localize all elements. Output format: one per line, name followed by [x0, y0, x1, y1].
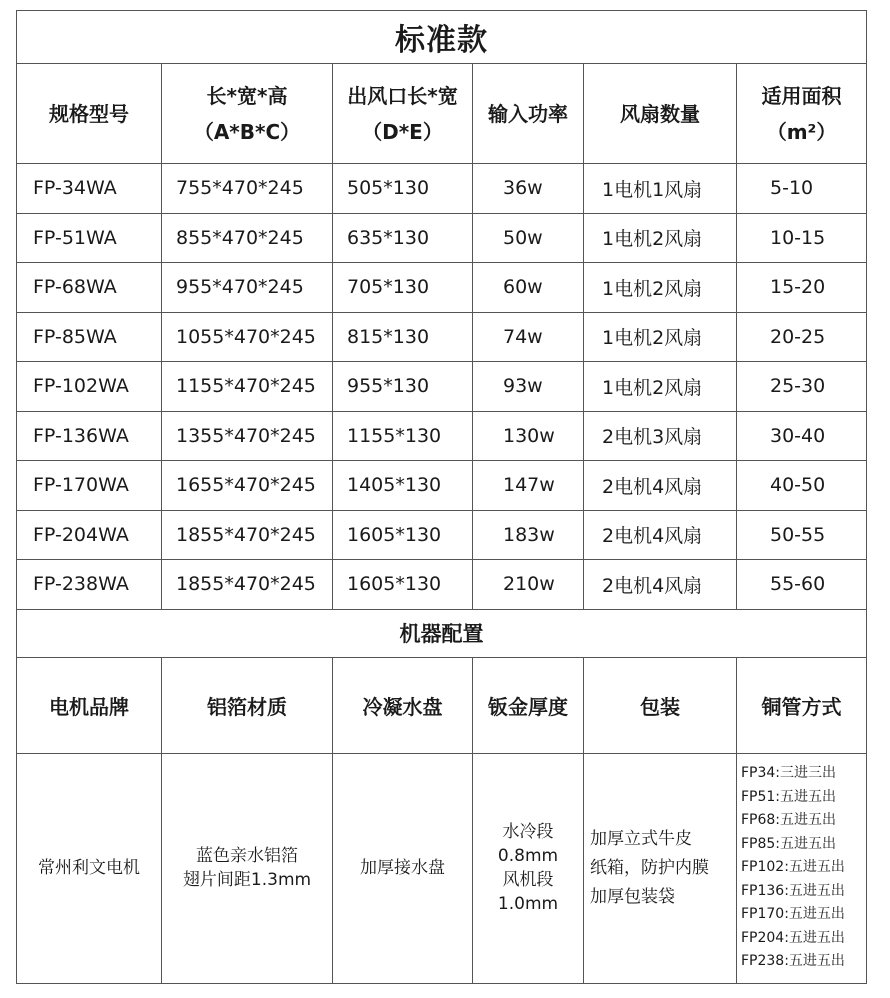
copper-tube-cell-line: FP68:五进五出 [741, 812, 837, 829]
area-cell: 30-40 [737, 411, 867, 461]
table-row [17, 263, 867, 313]
area-cell: 10-15 [737, 213, 867, 263]
table-row [17, 461, 867, 511]
sheet-thickness-cell-line: 风机段 [502, 870, 554, 890]
header-area [737, 64, 867, 164]
power-cell: 130w [473, 411, 584, 461]
packaging-cell-line: 加厚立式牛皮 [590, 828, 692, 849]
header-outlet-line: （D*E） [362, 119, 443, 144]
packaging-cell-line: 加厚包装袋 [590, 886, 675, 907]
header-outlet-line: 出风口长*宽 [347, 83, 458, 108]
copper-tube-cell-line: FP51:五进五出 [741, 788, 837, 805]
outlet-cell: 1405*130 [333, 461, 473, 511]
motor-brand-cell [17, 753, 162, 983]
header-packaging: 包装 [584, 657, 737, 753]
dimensions-cell: 1855*470*245 [162, 560, 333, 610]
config-title: 机器配置 [17, 609, 867, 657]
dimensions-cell: 755*470*245 [162, 164, 333, 214]
outlet-cell: 1605*130 [333, 560, 473, 610]
header-fans-line: 风扇数量 [620, 101, 700, 126]
dimensions-cell: 1355*470*245 [162, 411, 333, 461]
copper-tube-cell-line: FP136:五进五出 [741, 882, 845, 899]
power-cell: 74w [473, 312, 584, 362]
header-dimensions-line: （A*B*C） [193, 119, 301, 144]
model-cell: FP-136WA [17, 411, 162, 461]
packaging-cell-line: 纸箱，防护内膜 [590, 857, 709, 878]
table-title: 标准款 [17, 11, 867, 64]
sheet-thickness-cell-line: 0.8mm [497, 846, 559, 866]
table-row [17, 411, 867, 461]
copper-tube-cell-line: FP102:五进五出 [741, 859, 845, 876]
model-cell: FP-170WA [17, 461, 162, 511]
header-motor-brand: 电机品牌 [17, 657, 162, 753]
power-cell: 147w [473, 461, 584, 511]
fans-cell: 2电机4风扇 [584, 560, 737, 610]
area-cell: 15-20 [737, 263, 867, 313]
area-cell: 25-30 [737, 362, 867, 412]
fans-cell: 1电机2风扇 [584, 263, 737, 313]
condensate-tray-cell-line: 加厚接水盘 [360, 858, 445, 878]
condensate-tray-cell [333, 753, 473, 983]
model-cell: FP-85WA [17, 312, 162, 362]
power-cell: 183w [473, 510, 584, 560]
foil-material-cell-line: 蓝色亲水铝箔 [196, 846, 298, 866]
header-model [17, 64, 162, 164]
outlet-cell: 705*130 [333, 263, 473, 313]
header-model-line: 规格型号 [49, 101, 129, 126]
sheet-thickness-cell [473, 753, 584, 983]
area-cell: 5-10 [737, 164, 867, 214]
header-power [473, 64, 584, 164]
header-dimensions [162, 64, 333, 164]
area-cell: 20-25 [737, 312, 867, 362]
foil-material-cell [162, 753, 333, 983]
foil-material-cell-line: 翅片间距1.3mm [182, 870, 312, 890]
dimensions-cell: 855*470*245 [162, 213, 333, 263]
area-cell: 40-50 [737, 461, 867, 511]
outlet-cell: 635*130 [333, 213, 473, 263]
dimensions-cell: 1155*470*245 [162, 362, 333, 412]
outlet-cell: 505*130 [333, 164, 473, 214]
copper-tube-cell [737, 753, 867, 983]
outlet-cell: 815*130 [333, 312, 473, 362]
power-cell: 50w [473, 213, 584, 263]
fans-cell: 1电机2风扇 [584, 213, 737, 263]
fans-cell: 1电机2风扇 [584, 312, 737, 362]
table-row [17, 164, 867, 214]
fans-cell: 2电机4风扇 [584, 510, 737, 560]
area-cell: 55-60 [737, 560, 867, 610]
sheet-thickness-cell-line: 水冷段 [502, 822, 554, 842]
fans-cell: 1电机1风扇 [584, 164, 737, 214]
outlet-cell: 955*130 [333, 362, 473, 412]
spec-table-body [17, 11, 867, 984]
power-cell: 93w [473, 362, 584, 412]
motor-brand-cell-line: 常州利文电机 [38, 858, 140, 878]
header-condensate-tray: 冷凝水盘 [333, 657, 473, 753]
table-row [17, 312, 867, 362]
header-row [17, 64, 867, 164]
power-cell: 36w [473, 164, 584, 214]
header-area-line: 适用面积 [761, 83, 842, 108]
area-cell: 50-55 [737, 510, 867, 560]
model-cell: FP-204WA [17, 510, 162, 560]
model-cell: FP-102WA [17, 362, 162, 412]
header-area-line: （m²） [766, 119, 837, 144]
model-cell: FP-68WA [17, 263, 162, 313]
copper-tube-cell-line: FP238:五进五出 [741, 953, 845, 970]
outlet-cell: 1155*130 [333, 411, 473, 461]
header-fans [584, 64, 737, 164]
power-cell: 210w [473, 560, 584, 610]
header-sheet-thickness: 钣金厚度 [473, 657, 584, 753]
config-values-row [17, 753, 867, 983]
packaging-cell [584, 753, 737, 983]
header-outlet [333, 64, 473, 164]
table-row [17, 213, 867, 263]
header-power-line: 输入功率 [488, 101, 568, 126]
copper-tube-cell-line: FP85:五进五出 [741, 835, 837, 852]
fans-cell: 2电机4风扇 [584, 461, 737, 511]
dimensions-cell: 1655*470*245 [162, 461, 333, 511]
dimensions-cell: 955*470*245 [162, 263, 333, 313]
model-cell: FP-238WA [17, 560, 162, 610]
model-cell: FP-34WA [17, 164, 162, 214]
fans-cell: 2电机3风扇 [584, 411, 737, 461]
table-row [17, 510, 867, 560]
power-cell: 60w [473, 263, 584, 313]
spec-table [16, 10, 867, 984]
header-dimensions-line: 长*宽*高 [206, 83, 288, 108]
dimensions-cell: 1855*470*245 [162, 510, 333, 560]
copper-tube-cell-line: FP34:三进三出 [741, 765, 837, 782]
header-copper-tube: 铜管方式 [737, 657, 867, 753]
header-foil-material: 铝箔材质 [162, 657, 333, 753]
table-row [17, 560, 867, 610]
dimensions-cell: 1055*470*245 [162, 312, 333, 362]
fans-cell: 1电机2风扇 [584, 362, 737, 412]
sheet-thickness-cell-line: 1.0mm [497, 894, 559, 914]
model-cell: FP-51WA [17, 213, 162, 263]
config-header-row [17, 657, 867, 753]
copper-tube-cell-line: FP170:五进五出 [741, 906, 845, 923]
table-row [17, 362, 867, 412]
config-title-row [17, 609, 867, 657]
outlet-cell: 1605*130 [333, 510, 473, 560]
copper-tube-cell-line: FP204:五进五出 [741, 929, 845, 946]
